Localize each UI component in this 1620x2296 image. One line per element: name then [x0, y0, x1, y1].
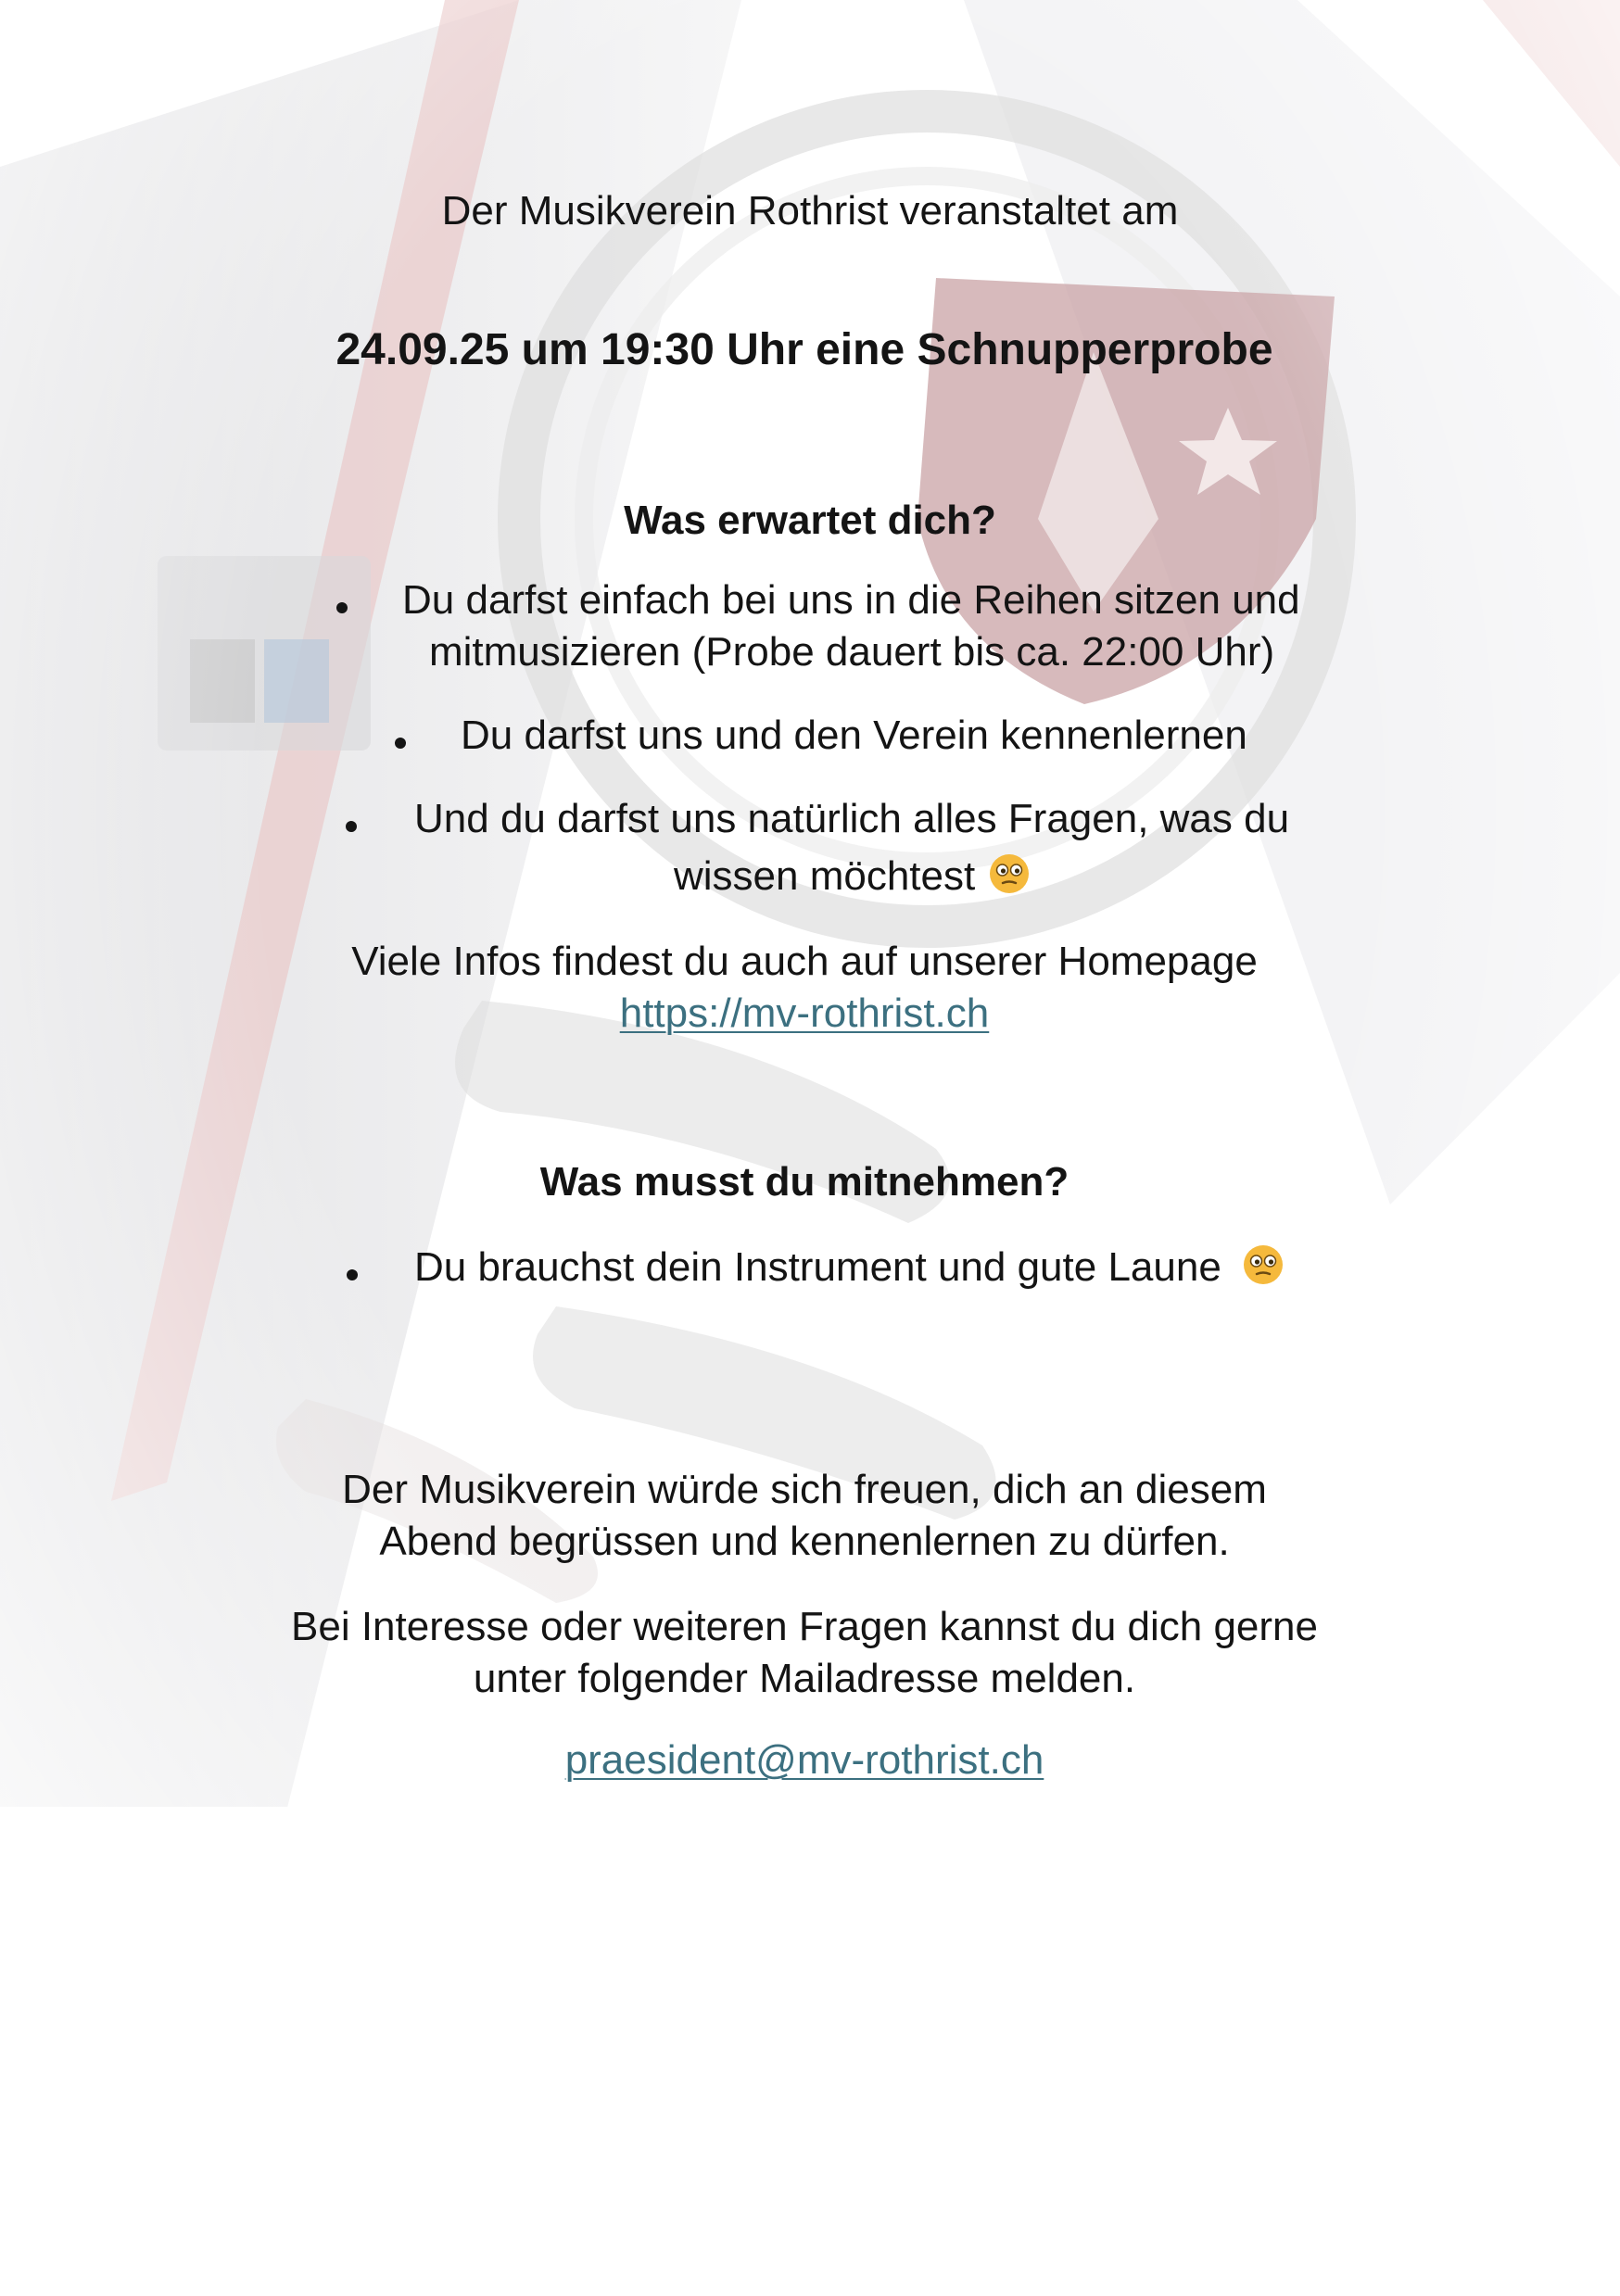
homepage-info-text: Viele Infos findest du auch auf unserer Homepage [351, 939, 1258, 984]
contact-text-line1: Bei Interesse oder weiteren Fragen kannst du dich gerne [291, 1604, 1318, 1649]
list-item-text-continued [674, 851, 1031, 908]
smiley-face-icon [1242, 1243, 1285, 1299]
bullet-dot [346, 821, 357, 832]
section-heading-expectations: Was erwartet dich? [624, 498, 996, 543]
list-item-text [414, 1242, 1285, 1299]
list-item-text: Du darfst uns und den Verein kennenlernen [461, 713, 1247, 758]
contact-text-line2: unter folgender Mailadresse melden. [473, 1656, 1136, 1701]
list-item-text: Du darfst einfach bei uns in die Reihen sitzen und [402, 577, 1300, 623]
bullet-dot [336, 602, 348, 613]
bullet-dot [395, 738, 406, 749]
list-item-text-continued: mitmusizieren (Probe dauert bis ca. 22:00 Uhr) [429, 629, 1275, 675]
smiley-face-icon [988, 852, 1031, 908]
closing-text-line1: Der Musikverein würde sich freuen, dich an diesem [342, 1467, 1267, 1512]
list-item-text-end: wissen möchtest [674, 853, 976, 899]
section-heading-bring: Was musst du mitnehmen? [539, 1159, 1069, 1205]
homepage-link[interactable]: https://mv-rothrist.ch [619, 990, 990, 1036]
email-link[interactable]: praesident@mv-rothrist.ch [564, 1737, 1044, 1783]
event-headline: 24.09.25 um 19:30 Uhr eine Schnupperprobe [335, 325, 1273, 374]
closing-text-line2: Abend begrüssen und kennenlernen zu dürfen. [379, 1519, 1230, 1564]
bullet-dot [347, 1269, 358, 1280]
list-item-text: Und du darfst uns natürlich alles Fragen, was du [414, 796, 1290, 841]
intro-text: Der Musikverein Rothrist veranstaltet am [441, 188, 1179, 233]
homepage-link-line [0, 988, 1614, 1040]
email-link-line [0, 1735, 1614, 1786]
list-item-text-content: Du brauchst dein Instrument und gute Laune [414, 1244, 1221, 1290]
